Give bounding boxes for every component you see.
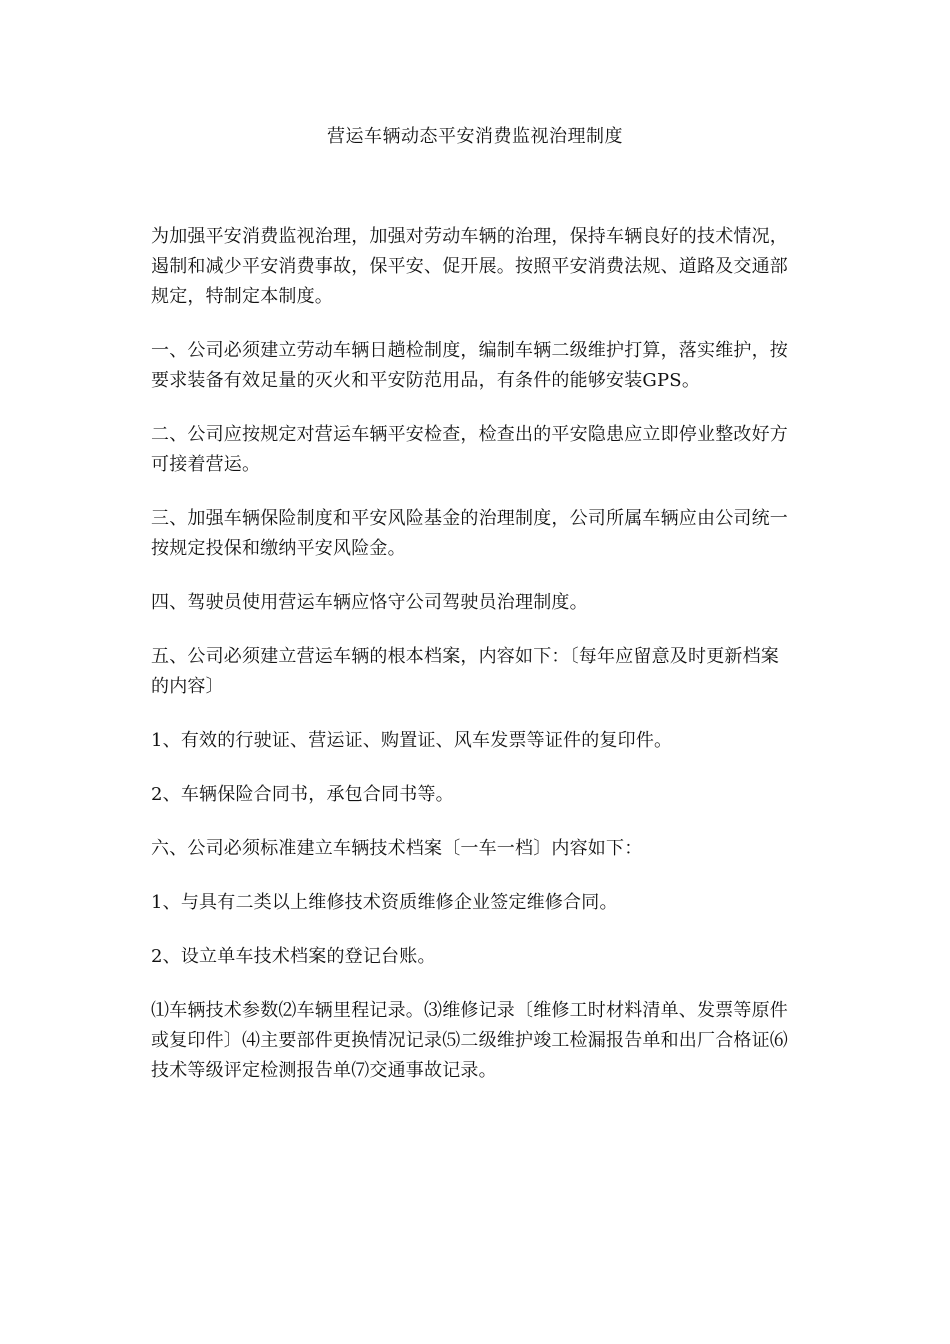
paragraph-section-5-item-2: 2、车辆保险合同书，承包合同书等。	[151, 784, 454, 805]
paragraph-section-6-item-1: 1、与具有二类以上维修技术资质维修企业签定维修合同。	[151, 892, 618, 913]
paragraph-section-5-item-1: 1、有效的行驶证、营运证、购置证、风车发票等证件的复印件。	[151, 730, 673, 751]
paragraph-intro: 为加强平安消费监视治理，加强对劳动车辆的治理，保持车辆良好的技术情况，遏制和减少平安消费事故，保平安、促开展。按照平安消费法规、道路及交通部规定，特制定本制度。	[151, 226, 788, 307]
paragraph-section-3: 三、加强车辆保险制度和平安风险基金的治理制度，公司所属车辆应由公司统一按规定投保和缴纳平安风险金。	[151, 508, 788, 559]
paragraph-section-4: 四、驾驶员使用营运车辆应恪守公司驾驶员治理制度。	[151, 592, 588, 613]
document-title: 营运车辆动态平安消费监视治理制度	[327, 126, 623, 147]
paragraph-section-6: 六、公司必须标准建立车辆技术档案〔一车一档〕内容如下：	[151, 838, 643, 859]
document-body	[151, 222, 791, 1110]
paragraph-section-6-item-2: 2、设立单车技术档案的登记台账。	[151, 946, 436, 967]
paragraph-archive-contents: ⑴车辆技术参数⑵车辆里程记录。⑶维修记录〔维修工时材料清单、发票等原件或复印件〕⑷主要部件更换情况记录⑸二级维护竣工检漏报告单和出厂合格证⑹技术等级评定检测报告单⑺交通事故记录。	[151, 1000, 788, 1081]
paragraph-section-5: 五、公司必须建立营运车辆的根本档案，内容如下：〔每年应留意及时更新档案的内容〕	[151, 646, 779, 697]
paragraph-section-2: 二、公司应按规定对营运车辆平安检查，检查出的平安隐患应立即停业整改好方可接着营运。	[151, 424, 788, 475]
paragraph-section-1: 一、公司必须建立劳动车辆日趟检制度，编制车辆二级维护打算，落实维护，按要求装备有效足量的灭火和平安防范用品，有条件的能够安装GPS。	[151, 340, 788, 391]
